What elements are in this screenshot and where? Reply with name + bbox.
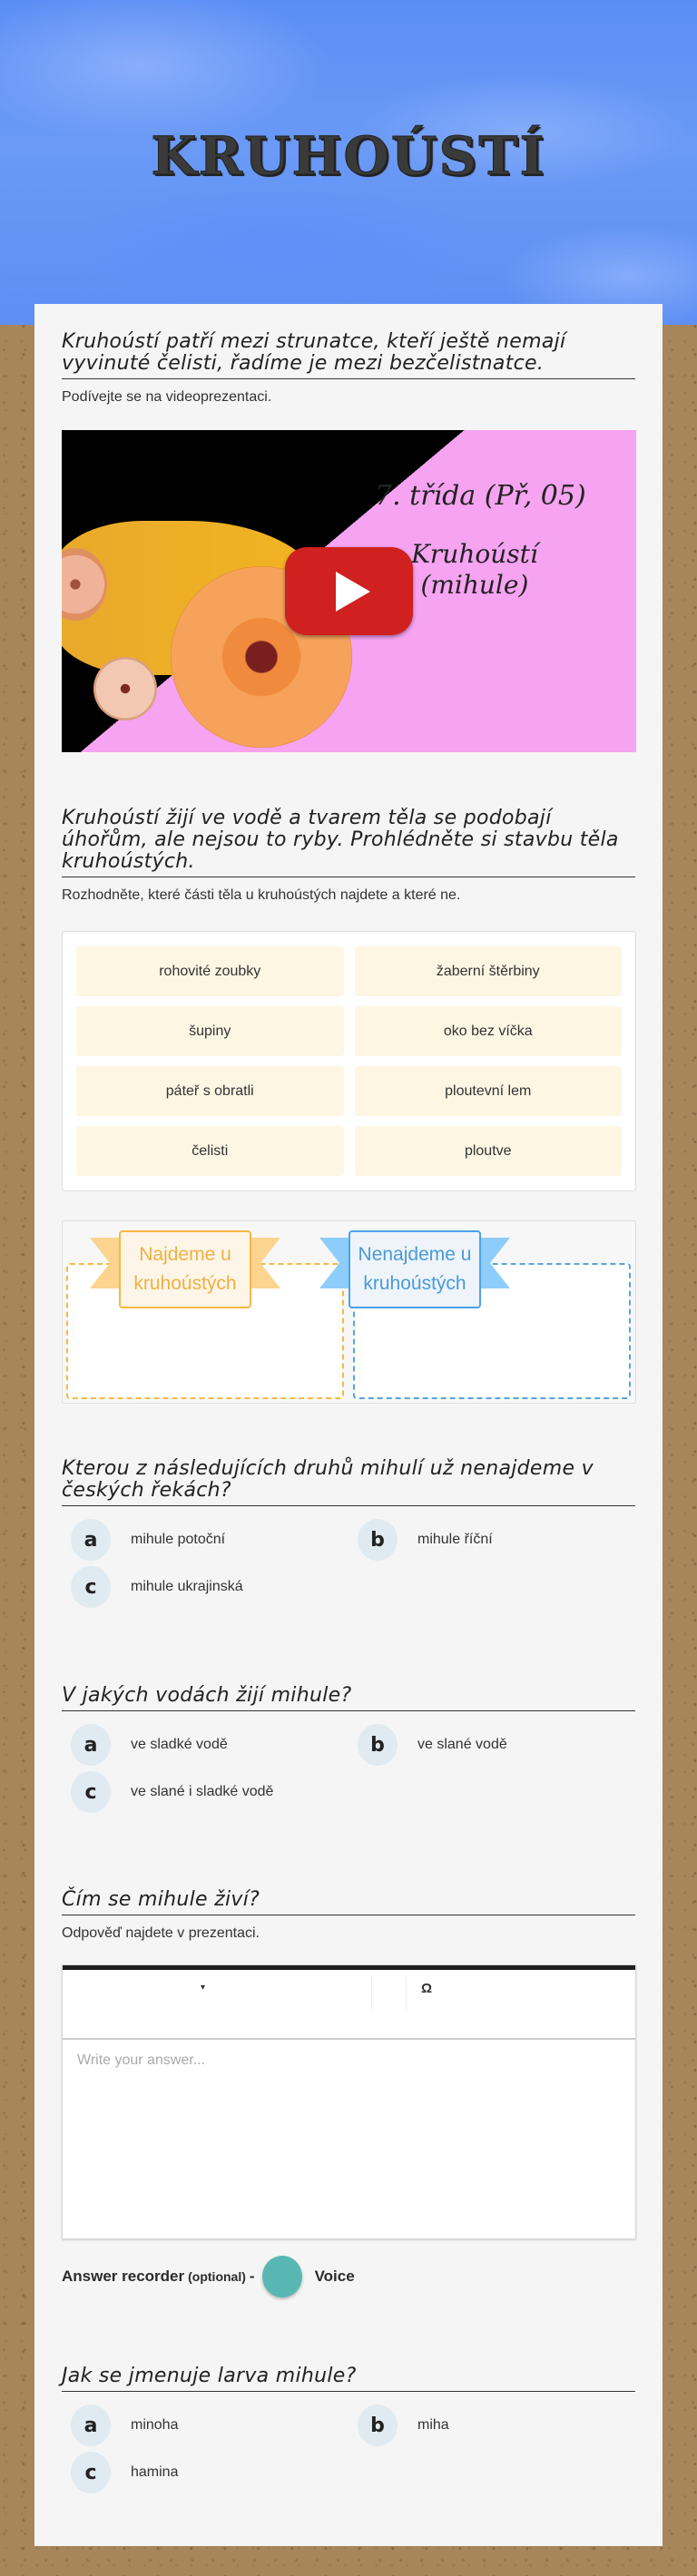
- choice-letter-badge: b: [358, 2405, 398, 2446]
- choice-list: [62, 2405, 635, 2493]
- question-heading: Jak se jmenuje larva mihule?: [62, 2365, 635, 2392]
- choice-label: mihule ukrajinská: [131, 1579, 243, 1594]
- choice-option[interactable]: [62, 1519, 348, 1561]
- video-play-button[interactable]: [285, 547, 413, 635]
- choice-option[interactable]: [348, 1519, 635, 1561]
- question-heading: V jakých vodách žijí mihule?: [62, 1685, 635, 1711]
- special-character-omega-icon[interactable]: Ω: [421, 1981, 433, 1996]
- choice-label: mihule potoční: [131, 1532, 226, 1547]
- choice-label: ve sladké vodě: [131, 1737, 228, 1752]
- question-1: [62, 1458, 635, 1608]
- sortable-items-pool: [62, 931, 636, 1191]
- choice-letter-badge: a: [71, 1519, 111, 1561]
- question-heading: Čím se mihule živí?: [62, 1889, 635, 1915]
- draggable-item[interactable]: rohovité zoubky: [76, 946, 344, 996]
- editor-toolbar: [63, 1970, 635, 2040]
- video-slide-title: [411, 539, 538, 601]
- draggable-item[interactable]: čelisti: [76, 1126, 344, 1176]
- video-thumbnail-sucker: [93, 657, 157, 720]
- choice-option[interactable]: [62, 1771, 348, 1813]
- choice-letter-badge: c: [71, 1771, 111, 1813]
- youtube-play-icon: [336, 572, 370, 612]
- choice-letter-badge: b: [358, 1724, 398, 1766]
- question-3: [62, 1889, 635, 1943]
- draggable-item[interactable]: šupiny: [76, 1006, 344, 1056]
- draggable-item[interactable]: ploutevní lem: [355, 1066, 623, 1116]
- voice-label: Voice: [314, 2267, 355, 2285]
- page-header: [0, 0, 697, 325]
- section-heading: Kruhoústí patří mezi strunatce, kteří ještě nemají vyvinuté čelisti, řadíme je mezi bezčelistnatce.: [62, 331, 635, 379]
- instruction-text: Rozhodněte, které části těla u kruhoústých najdete a které ne.: [62, 887, 461, 903]
- instruction-text: Odpověď najdete v prezentaci.: [62, 1925, 260, 1941]
- choice-letter-badge: c: [71, 1566, 111, 1608]
- draggable-item[interactable]: oko bez víčka: [355, 1006, 623, 1056]
- recorder-dash: -: [249, 2267, 255, 2285]
- page-title: KRUHOÚSTÍ: [151, 125, 546, 187]
- recorder-label: Answer recorder: [62, 2267, 185, 2285]
- body-structure-section: [62, 808, 635, 905]
- choice-letter-badge: a: [71, 1724, 111, 1766]
- question-heading: Kterou z následujících druhů mihulí už nenajdeme v českých řekách?: [62, 1458, 635, 1506]
- choice-list: [62, 1519, 635, 1608]
- question-4: [62, 2365, 635, 2493]
- choice-option[interactable]: [348, 2405, 635, 2446]
- choice-label: ve slané vodě: [417, 1737, 507, 1752]
- video-embed[interactable]: [62, 430, 636, 752]
- choice-option[interactable]: [62, 1566, 348, 1608]
- choice-label: minoha: [131, 2417, 179, 2433]
- draggable-item[interactable]: páteř s obratli: [76, 1066, 344, 1116]
- choice-letter-badge: c: [71, 2452, 111, 2493]
- answer-textarea[interactable]: Write your answer...: [77, 2052, 206, 2068]
- content-card: [34, 304, 663, 2546]
- choice-label: miha: [417, 2417, 449, 2433]
- video-slide-title-line1: Kruhoústí: [411, 539, 538, 569]
- choice-letter-badge: b: [358, 1519, 398, 1561]
- toolbar-divider: [406, 1977, 407, 2010]
- format-dropdown-chevron-down-icon[interactable]: ▾: [201, 1983, 206, 1993]
- instruction-text: Podívejte se na videoprezentaci.: [62, 389, 272, 405]
- choice-option[interactable]: [62, 2405, 348, 2446]
- question-2: [62, 1685, 635, 1813]
- choice-label: mihule říční: [417, 1532, 493, 1547]
- video-slide-subtitle: 7. třída (Př, 05): [375, 480, 586, 512]
- category-label-found: Najdeme u kruhoústých: [119, 1230, 251, 1308]
- answer-recorder: [62, 2256, 355, 2297]
- choice-list: [62, 1724, 635, 1813]
- choice-option[interactable]: [348, 1724, 635, 1766]
- voice-record-button[interactable]: [262, 2256, 302, 2297]
- category-drop-area: [62, 1220, 636, 1404]
- recorder-optional-label: (optional): [188, 2269, 246, 2284]
- rich-text-editor: [62, 1964, 636, 2239]
- choice-label: ve slané i sladké vodě: [131, 1784, 274, 1799]
- category-label-not-found: Nenajdeme u kruhoústých: [348, 1230, 481, 1308]
- draggable-item[interactable]: ploutve: [355, 1126, 623, 1176]
- choice-option[interactable]: [62, 1724, 348, 1766]
- choice-option[interactable]: [62, 2452, 348, 2493]
- draggable-item[interactable]: žaberní štěrbiny: [355, 946, 623, 996]
- choice-label: hamina: [131, 2464, 179, 2480]
- choice-letter-badge: a: [71, 2405, 111, 2446]
- toolbar-divider: [371, 1977, 372, 2010]
- video-slide-title-line2: (mihule): [420, 570, 529, 600]
- section-heading: Kruhoústí žijí ve vodě a tvarem těla se podobají úhořům, ale nejsou to ryby. Prohlédněte si stavbu těla kruhoústých.: [62, 808, 635, 877]
- intro-section: [62, 331, 635, 406]
